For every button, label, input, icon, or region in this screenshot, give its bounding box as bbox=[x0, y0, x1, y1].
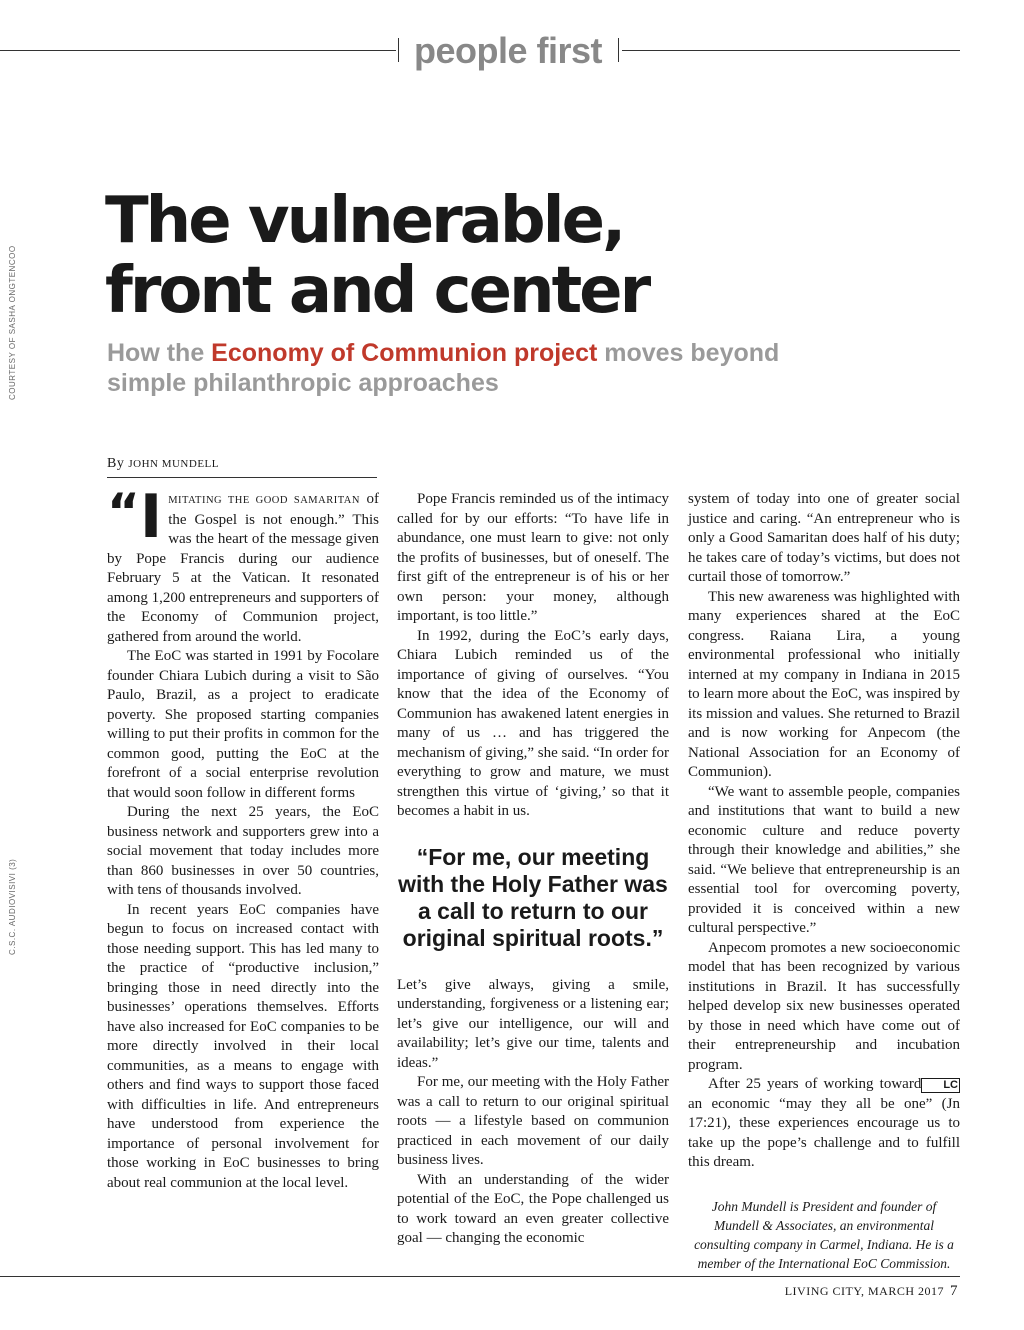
body-paragraph: In 1992, during the EoC’s early days, Chiara Lubich reminded us of the importance of giving of ourselves. “You know that the idea of the Economy of Communion has awakened latent energies in many of us … and has triggered the mechanism of giving,” she said. “In order for everything to grow and mature, we must strengthen this virtue of ‘giving,’ so that it becomes a habit in us. bbox=[397, 627, 669, 819]
header-bar-left bbox=[398, 38, 399, 62]
deck bbox=[107, 338, 807, 398]
page-number: 7 bbox=[950, 1283, 958, 1299]
deck-highlight: Economy of Communion project bbox=[211, 339, 598, 367]
footer-rule bbox=[0, 1276, 960, 1277]
body-paragraph: With an understanding of the wider potential of the EoC, the Pope challenged us to work toward an even greater collective goal — changing the economic bbox=[397, 1171, 669, 1246]
body-paragraph: “We want to assemble people, companies and institutions that want to build a new economic culture and reduce poverty through their knowledge and abilities,” she said. “We believe that entrepreneurship is an essential tool for overcoming poverty, provided it is conceived within a new cultural perspective.” bbox=[688, 783, 960, 936]
publication-name: LIVING CITY, MARCH 2017 bbox=[784, 1284, 944, 1298]
header-rule-right bbox=[622, 50, 960, 51]
lead-smallcaps: MITATING THE GOOD SAMARITAN bbox=[168, 495, 360, 506]
body-paragraph bbox=[688, 1075, 960, 1173]
headline-line-2: front and center bbox=[105, 254, 649, 328]
column-2 bbox=[397, 490, 669, 1249]
body-paragraph: Anpecom promotes a new socioeconomic model that has been recognized by various institutions in Brazil. It has successfully helped develop six new businesses operated by those in need which have come out of their entrepreneurship and incubation program. bbox=[688, 939, 960, 1073]
drop-cap-letter: I bbox=[139, 482, 163, 552]
deck-pre: How the bbox=[107, 339, 212, 367]
photo-credit-bottom: C.S.C. AUDIOVISIVI (3) bbox=[8, 858, 17, 955]
lead-paragraph bbox=[107, 482, 379, 647]
body-paragraph: For me, our meeting with the Holy Father was a call to return to our original spiritual roots — a lifestyle based on communion practiced in each movement of our daily business lives. bbox=[397, 1074, 669, 1168]
column-1 bbox=[107, 482, 379, 1193]
body-paragraph: Pope Francis reminded us of the intimacy called for by our efforts: “To have life in abundance, one must learn to give: not only the profits of businesses, but of oneself. The first gift of the entrepreneur is of his or her own person: your money, although important, is too little.” bbox=[397, 491, 669, 624]
drop-cap bbox=[107, 482, 163, 552]
body-paragraph: In recent years EoC companies have begun to focus on increased contact with those needing support. This has led many to the practice of “productive inclusion,” bringing those in need directly into the businesses’ operations themselves. Efforts have also increased for EoC companies to be more directly involved in their local communities, as a means to engage with others and find ways to support those faced with difficulties in life. And entrepreneurs have understood from experience the importance of personal involvement for those working in EoC businesses to bring about real communion at the local level. bbox=[107, 901, 379, 1191]
final-paragraph-text: After 25 years of working toward an economic “may they all be one” (Jn 17:21), these experiences encourage us to take up the pope’s challenge and to fulfill this dream. bbox=[688, 1076, 960, 1170]
lead-text: of the Gospel is not enough.” This was the heart of the message given by Pope Francis during our audience February 5 at the Vatican. It resonated among 1,200 entrepreneurs and supporters of the Economy of Communion project, gathered from around the world. bbox=[107, 491, 379, 645]
header-rule-left bbox=[0, 50, 396, 51]
body-paragraph: During the next 25 years, the EoC business network and supporters grew into a social movement that today includes more than 860 businesses in over 50 countries, with tens of thousands involved. bbox=[107, 804, 379, 898]
headline-line-1: The vulnerable, bbox=[105, 184, 624, 258]
drop-quote-mark: “ bbox=[107, 483, 140, 541]
body-paragraph: Let’s give always, giving a smile, understanding, forgiveness or a listening ear; let’s give our intelligence, our will and availability; let’s give our time, talents and ideas.” bbox=[397, 976, 669, 1071]
end-mark-logo: LC bbox=[921, 1078, 960, 1093]
author-bio: John Mundell is President and founder of Mundell & Associates, an environmental consulting company in Carmel, Indiana. He is a member of the International EoC Commission. bbox=[694, 1198, 954, 1271]
byline-author: JOHN MUNDELL bbox=[128, 458, 219, 470]
pull-quote: “For me, our meeting with the Holy Father was a call to return to our original spiritual roots.” bbox=[398, 843, 668, 951]
section-label: people first bbox=[414, 30, 603, 71]
body-paragraph: This new awareness was highlighted with many experiences shared at the EoC congress. Raiana Lira, a young environmental professional who initially interned at my company in Indiana in 2015 to learn more about the EoC, was inspired by its mission and values. She returned to Brazil and is now working for Anpecom (the National Association for an Economy of Communion). bbox=[688, 588, 960, 780]
body-paragraph: The EoC was started in 1991 by Focolare founder Chiara Lubich during a visit to São Paulo, Brazil, as a project to eradicate poverty. She proposed starting companies willing to put their profits in common for the common good, putting the EoC at the forefront of a social enterprise revolution that would soon follow in different forms bbox=[107, 648, 379, 801]
header-bar-right bbox=[618, 38, 619, 62]
headline bbox=[105, 186, 805, 326]
page-footer bbox=[785, 1283, 958, 1300]
column-3 bbox=[688, 490, 960, 1273]
photo-credit-top: COURTESY OF SASHA ONGTENCOO bbox=[8, 245, 17, 400]
deck-post: moves beyond simple philanthropic approaches bbox=[107, 339, 780, 397]
body-paragraph: system of today into one of greater social justice and caring. “An entrepreneur who is only a Good Samaritan does half of his duty; he takes care of today’s victims, but does not curtail those of tomorrow.” bbox=[688, 491, 960, 585]
byline bbox=[107, 456, 377, 478]
byline-by: By bbox=[107, 456, 125, 471]
